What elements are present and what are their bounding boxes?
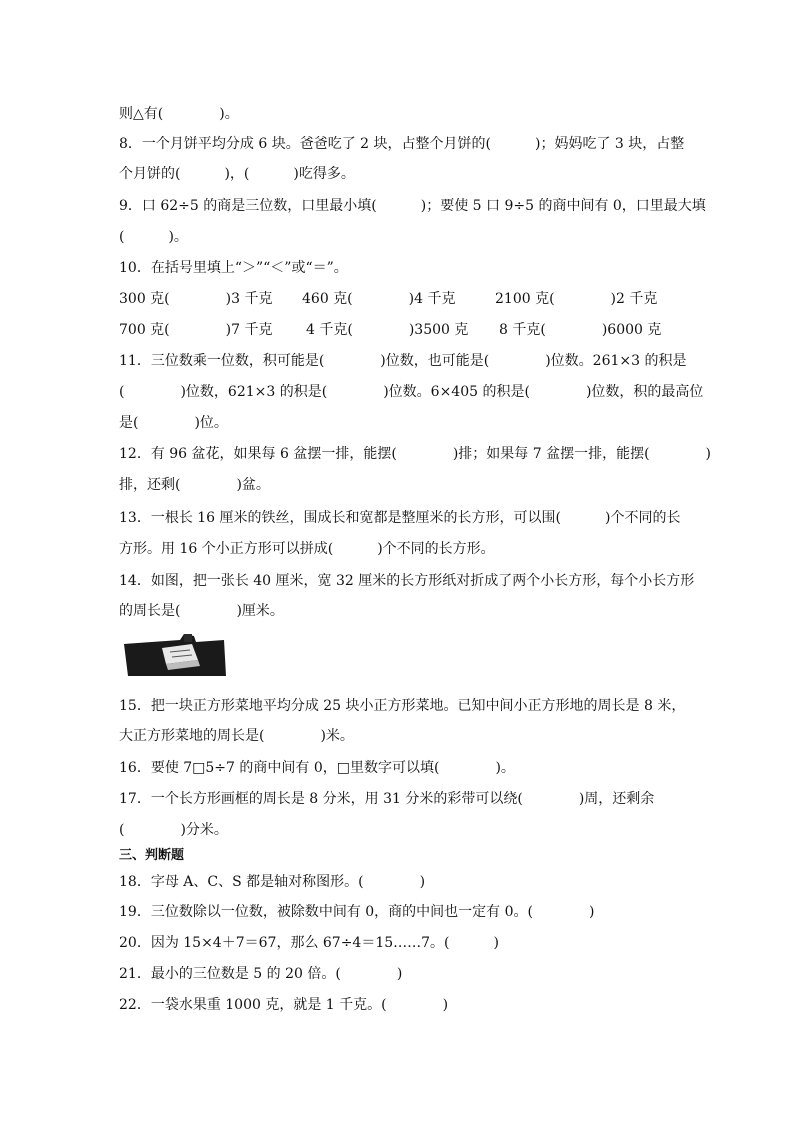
folded-paper-figure: [122, 634, 227, 678]
question-15-line1: 15．把一块正方形菜地平均分成 25 块小正方形菜地。已知中间小正方形地的周长是 8 米，: [119, 698, 686, 714]
question-17-line2: ( )分米。: [119, 822, 228, 838]
question-9-line2: ( )。: [119, 229, 188, 245]
question-9-line1: 9．口 62÷5 的商是三位数，口里最小填( )；要使 5 口 9÷5 的商中间有 0，口里最大填: [119, 198, 706, 214]
question-14-line2: 的周长是( )厘米。: [119, 603, 284, 619]
compare-item: 300 克( )3 千克: [119, 291, 273, 307]
section-heading: 三、判断题: [119, 848, 185, 863]
question-10-title: 10．在括号里填上“＞”“＜”或“＝”。: [119, 260, 348, 276]
question-15-line2: 大正方形菜地的周长是( )米。: [119, 728, 354, 744]
question-17-line1: 17．一个长方形画框的周长是 8 分米，用 31 分米的彩带可以绕( )周，还剩余: [119, 791, 655, 807]
compare-item: 4 千克( )3500 克: [306, 322, 469, 338]
question-11-line1: 11．三位数乘一位数，积可能是( )位数，也可能是( )位数。261×3 的积是: [119, 353, 687, 369]
question-21: 21．最小的三位数是 5 的 20 倍。( ): [119, 966, 403, 982]
question-22: 22．一袋水果重 1000 克，就是 1 千克。( ): [119, 997, 449, 1013]
question-19: 19．三位数除以一位数，被除数中间有 0，商的中间也一定有 0。( ): [119, 904, 595, 920]
question-8-line2: 个月饼的( )，( )吃得多。: [119, 166, 355, 182]
compare-item: 2100 克( )2 千克: [495, 291, 658, 307]
question-12-line1: 12．有 96 盆花，如果每 6 盆摆一排，能摆( )排；如果每 7 盆摆一排，能摆( ): [119, 446, 712, 462]
question-11-line3: 是( )位。: [119, 415, 228, 431]
question-20: 20．因为 15×4＋7＝67，那么 67÷4＝15……7。( ): [119, 935, 499, 951]
question-8-line1: 8．一个月饼平均分成 6 块。爸爸吃了 2 块，占整个月饼的( )；妈妈吃了 3 块，占整: [119, 136, 685, 152]
question-14-line1: 14．如图，把一张长 40 厘米，宽 32 厘米的长方形纸对折成了两个小长方形，每个小长方形: [119, 573, 695, 589]
compare-item: 700 克( )7 千克: [119, 322, 273, 338]
line-q7-tail: 则△有( )。: [119, 106, 239, 122]
question-18: 18．字母 A、C、S 都是轴对称图形。( ): [119, 874, 426, 890]
question-13-line2: 方形。用 16 个小正方形可以拼成( )个不同的长方形。: [119, 541, 495, 557]
question-12-line2: 排，还剩( )盆。: [119, 477, 270, 493]
question-16: 16．要使 7□5÷7 的商中间有 0，□里数字可以填( )。: [119, 760, 515, 776]
compare-item: 8 千克( )6000 克: [499, 322, 662, 338]
question-11-line2: ( )位数，621×3 的积是( )位数。6×405 的积是( )位数，积的最高位: [119, 384, 704, 400]
compare-item: 460 克( )4 千克: [302, 291, 456, 307]
question-13-line1: 13．一根长 16 厘米的铁丝，围成长和宽都是整厘米的长方形，可以围( )个不同的长: [119, 510, 681, 526]
